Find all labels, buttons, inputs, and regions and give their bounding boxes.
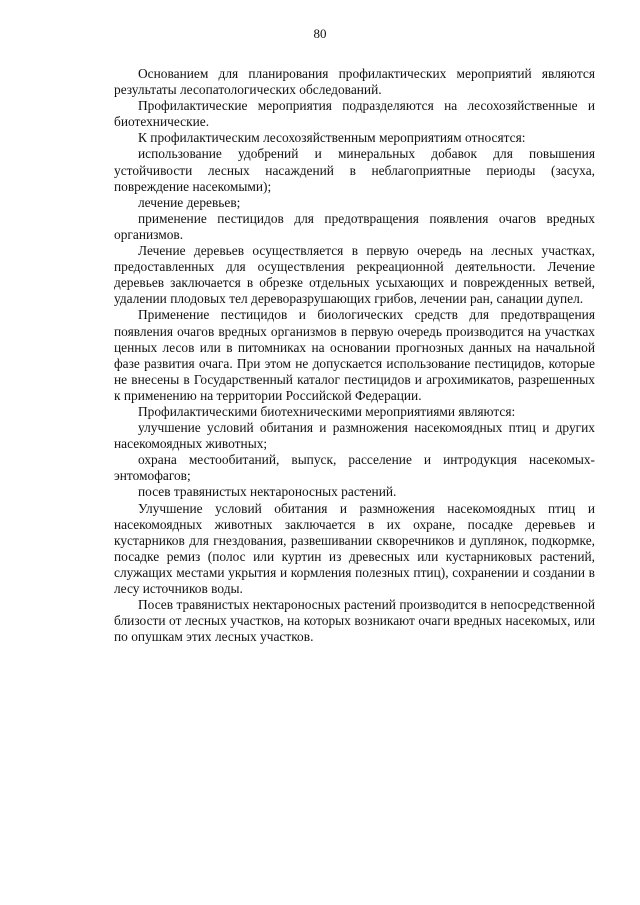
list-item: охрана местообитаний, выпуск, расселение и интродукция насекомых-энтомофагов;: [114, 452, 595, 484]
document-body: [114, 66, 595, 645]
paragraph: Основанием для планирования профилактических мероприятий являются результаты лесопатологических обследований.: [114, 66, 595, 98]
paragraph: Лечение деревьев осуществляется в первую очередь на лесных участках, предоставленных для осуществления рекреационной деятельности. Лечение деревьев заключается в обрезке отдельных усыхающих и поврежденных ветвей, удалении плодовых тел дереворазрушающих грибов, лечении ран, санации дупел.: [114, 243, 595, 307]
list-item: применение пестицидов для предотвращения появления очагов вредных организмов.: [114, 210, 595, 242]
list-item: посев травянистых нектароносных растений.: [138, 484, 397, 500]
list-item: улучшение условий обитания и размножения насекомоядных птиц и других насекомоядных животных;: [114, 420, 595, 452]
paragraph: К профилактическим лесохозяйственным мероприятиям относятся:: [138, 130, 526, 146]
paragraph: Применение пестицидов и биологических средств для предотвращения появления очагов вредных организмов в первую очередь производится на участках ценных лесов или в питомниках на основании прогнозных данных на начальной фазе развития очага. При этом не допускается использование пестицидов, которые не внесены в Государственный каталог пестицидов и агрохимикатов, разрешенных к применению на территории Российской Федерации.: [114, 307, 595, 403]
paragraph: Профилактические мероприятия подразделяются на лесохозяйственные и биотехнические.: [114, 98, 595, 130]
page-number: 80: [313, 26, 327, 41]
list-item: лечение деревьев;: [138, 194, 241, 210]
list-item: использование удобрений и минеральных добавок для повышения устойчивости лесных насаждений в неблагоприятные периоды (засуха, повреждение насекомыми);: [114, 146, 595, 194]
paragraph: Профилактическими биотехническими мероприятиями являются:: [138, 403, 516, 419]
paragraph: Улучшение условий обитания и размножения насекомоядных птиц и насекомоядных животных заключается в их охране, посадке деревьев и кустарников для гнездования, развешивании скворечников и дуплянок, подкормке, посадке ремиз (полос или куртин из древесных или кустарниковых растений, служащих местами укрытия и кормления полезных птиц), сохранении и создании в лесу источников воды.: [114, 500, 595, 596]
paragraph: Посев травянистых нектароносных растений производится в непосредственной близости от лесных участков, на которых возникают очаги вредных насекомых, или по опушкам этих лесных участков.: [114, 597, 595, 645]
